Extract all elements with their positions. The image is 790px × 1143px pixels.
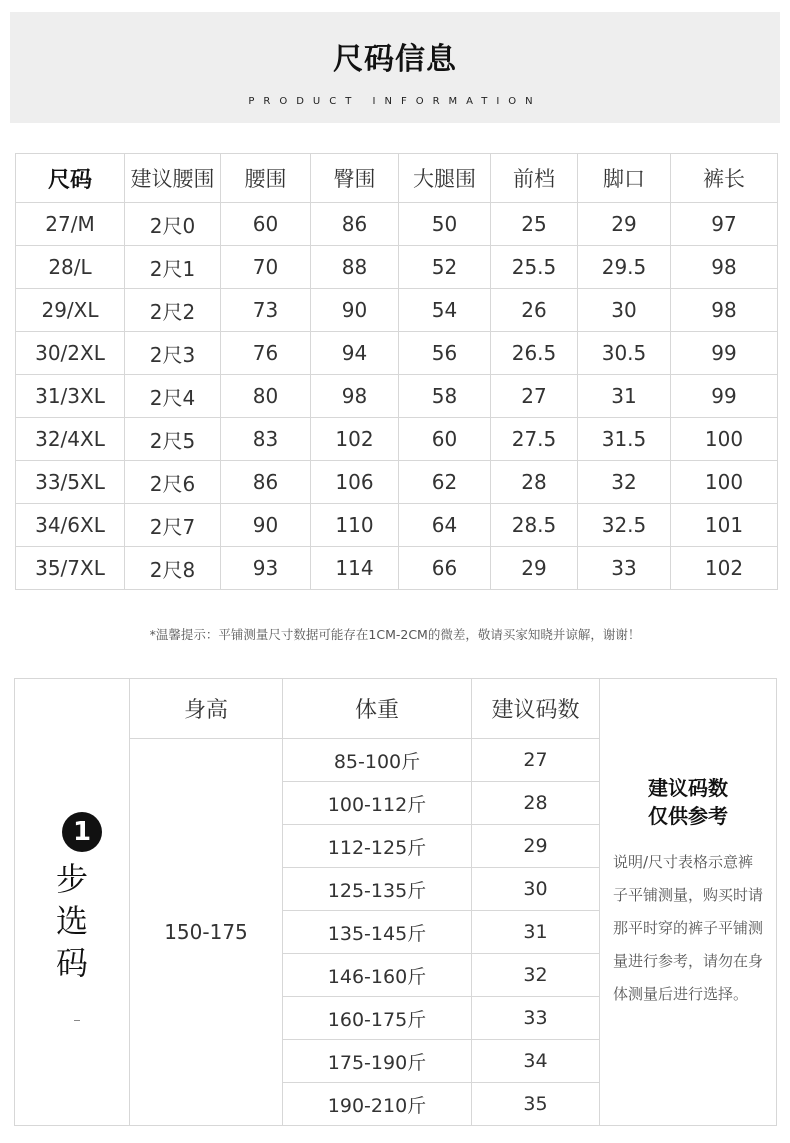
table-cell: 2尺0: [125, 203, 221, 246]
selection-header-row: [130, 679, 600, 739]
table-cell: 106: [311, 461, 399, 504]
table-row: [16, 332, 778, 375]
table-cell: 29.5: [578, 246, 671, 289]
column-header: 体重: [283, 679, 472, 739]
table-cell: 30.5: [578, 332, 671, 375]
table-cell: 66: [399, 547, 491, 590]
advice-title-line: 仅供参考: [648, 804, 728, 828]
table-row: [16, 203, 778, 246]
size-chart-header-row: [16, 154, 778, 203]
table-row: [16, 375, 778, 418]
table-cell: 76: [221, 332, 311, 375]
step-number-badge: 1: [62, 812, 102, 852]
step-label: [14, 678, 130, 1126]
table-cell: 29/XL: [16, 289, 125, 332]
column-header: 尺码: [16, 154, 125, 203]
table-cell: 50: [399, 203, 491, 246]
table-cell: 31.5: [578, 418, 671, 461]
table-cell: 2尺6: [125, 461, 221, 504]
table-cell: 100: [671, 461, 778, 504]
size-cell: 28: [472, 782, 600, 825]
table-cell: 56: [399, 332, 491, 375]
height-range-cell: 150-175: [130, 739, 283, 1126]
weight-cell: 146-160斤: [283, 954, 472, 997]
column-header: 建议码数: [472, 679, 600, 739]
column-header: 腰围: [221, 154, 311, 203]
table-cell: 86: [311, 203, 399, 246]
table-cell: 58: [399, 375, 491, 418]
table-cell: 93: [221, 547, 311, 590]
table-cell: 32.5: [578, 504, 671, 547]
size-cell: 27: [472, 739, 600, 782]
table-cell: 2尺7: [125, 504, 221, 547]
table-cell: 25.5: [491, 246, 578, 289]
table-cell: 28.5: [491, 504, 578, 547]
table-cell: 90: [221, 504, 311, 547]
weight-cell: 125-135斤: [283, 868, 472, 911]
table-cell: 88: [311, 246, 399, 289]
size-cell: 29: [472, 825, 600, 868]
table-row: [16, 246, 778, 289]
table-cell: 32: [578, 461, 671, 504]
table-cell: 2尺5: [125, 418, 221, 461]
table-cell: 110: [311, 504, 399, 547]
header-banner: [10, 12, 780, 123]
table-cell: 35/7XL: [16, 547, 125, 590]
table-cell: 27/M: [16, 203, 125, 246]
table-cell: 97: [671, 203, 778, 246]
column-header: 裤长: [671, 154, 778, 203]
table-cell: 70: [221, 246, 311, 289]
table-cell: 2尺8: [125, 547, 221, 590]
weight-cell: 85-100斤: [283, 739, 472, 782]
weight-cell: 112-125斤: [283, 825, 472, 868]
table-cell: 29: [578, 203, 671, 246]
divider: [74, 1020, 80, 1021]
table-cell: 30: [578, 289, 671, 332]
table-cell: 29: [491, 547, 578, 590]
table-cell: 98: [671, 246, 778, 289]
table-cell: 33: [578, 547, 671, 590]
column-header: 大腿围: [399, 154, 491, 203]
size-cell: 32: [472, 954, 600, 997]
measurement-note: *温馨提示：平铺测量尺寸数据可能存在1CM-2CM的微差，敬请买家知晓并谅解，谢谢！: [149, 627, 641, 642]
table-row: [16, 418, 778, 461]
table-row: [16, 547, 778, 590]
table-cell: 73: [221, 289, 311, 332]
weight-cell: 160-175斤: [283, 997, 472, 1040]
table-cell: 34/6XL: [16, 504, 125, 547]
advice-title: [600, 774, 776, 830]
table-cell: 54: [399, 289, 491, 332]
table-cell: 27.5: [491, 418, 578, 461]
table-cell: 86: [221, 461, 311, 504]
table-cell: 31: [578, 375, 671, 418]
column-header: 身高: [130, 679, 283, 739]
size-cell: 35: [472, 1083, 600, 1126]
table-cell: 90: [311, 289, 399, 332]
table-cell: 28/L: [16, 246, 125, 289]
column-header: 脚口: [578, 154, 671, 203]
page-title: 尺码信息: [333, 42, 457, 77]
table-row: [16, 461, 778, 504]
size-cell: 33: [472, 997, 600, 1040]
size-chart-table: [15, 153, 778, 590]
size-cell: 34: [472, 1040, 600, 1083]
column-header: 建议腰围: [125, 154, 221, 203]
table-cell: 28: [491, 461, 578, 504]
column-header: 前档: [491, 154, 578, 203]
table-cell: 99: [671, 375, 778, 418]
advice-title-line: 建议码数: [648, 776, 728, 800]
table-cell: 33/5XL: [16, 461, 125, 504]
table-cell: 64: [399, 504, 491, 547]
table-cell: 2尺4: [125, 375, 221, 418]
table-cell: 83: [221, 418, 311, 461]
size-selection-table: [129, 678, 600, 1126]
weight-cell: 175-190斤: [283, 1040, 472, 1083]
table-cell: 26.5: [491, 332, 578, 375]
table-row: [130, 739, 600, 782]
table-cell: 98: [311, 375, 399, 418]
table-cell: 30/2XL: [16, 332, 125, 375]
column-header: 臀围: [311, 154, 399, 203]
table-row: [16, 289, 778, 332]
page-subtitle: PRODUCT INFORMATION: [248, 96, 542, 107]
table-cell: 80: [221, 375, 311, 418]
table-cell: 102: [311, 418, 399, 461]
weight-cell: 100-112斤: [283, 782, 472, 825]
advice-box: [600, 738, 776, 1011]
table-cell: 102: [671, 547, 778, 590]
table-cell: 25: [491, 203, 578, 246]
weight-cell: 135-145斤: [283, 911, 472, 954]
table-cell: 62: [399, 461, 491, 504]
table-cell: 52: [399, 246, 491, 289]
table-cell: 99: [671, 332, 778, 375]
table-cell: 100: [671, 418, 778, 461]
table-row: [16, 504, 778, 547]
table-cell: 101: [671, 504, 778, 547]
size-cell: 31: [472, 911, 600, 954]
table-cell: 32/4XL: [16, 418, 125, 461]
weight-cell: 190-210斤: [283, 1083, 472, 1126]
table-cell: 27: [491, 375, 578, 418]
table-cell: 60: [221, 203, 311, 246]
table-cell: 114: [311, 547, 399, 590]
step-text: 步选码: [55, 860, 88, 982]
size-cell: 30: [472, 868, 600, 911]
table-cell: 31/3XL: [16, 375, 125, 418]
table-cell: 2尺2: [125, 289, 221, 332]
table-cell: 60: [399, 418, 491, 461]
table-cell: 94: [311, 332, 399, 375]
table-cell: 2尺3: [125, 332, 221, 375]
table-cell: 98: [671, 289, 778, 332]
advice-text: 说明/尺寸表格示意裤子平铺测量，购买时请那平时穿的裤子平铺测量进行参考，请勿在身体测量后进行选择。: [613, 853, 764, 1003]
table-cell: 2尺1: [125, 246, 221, 289]
table-cell: 26: [491, 289, 578, 332]
